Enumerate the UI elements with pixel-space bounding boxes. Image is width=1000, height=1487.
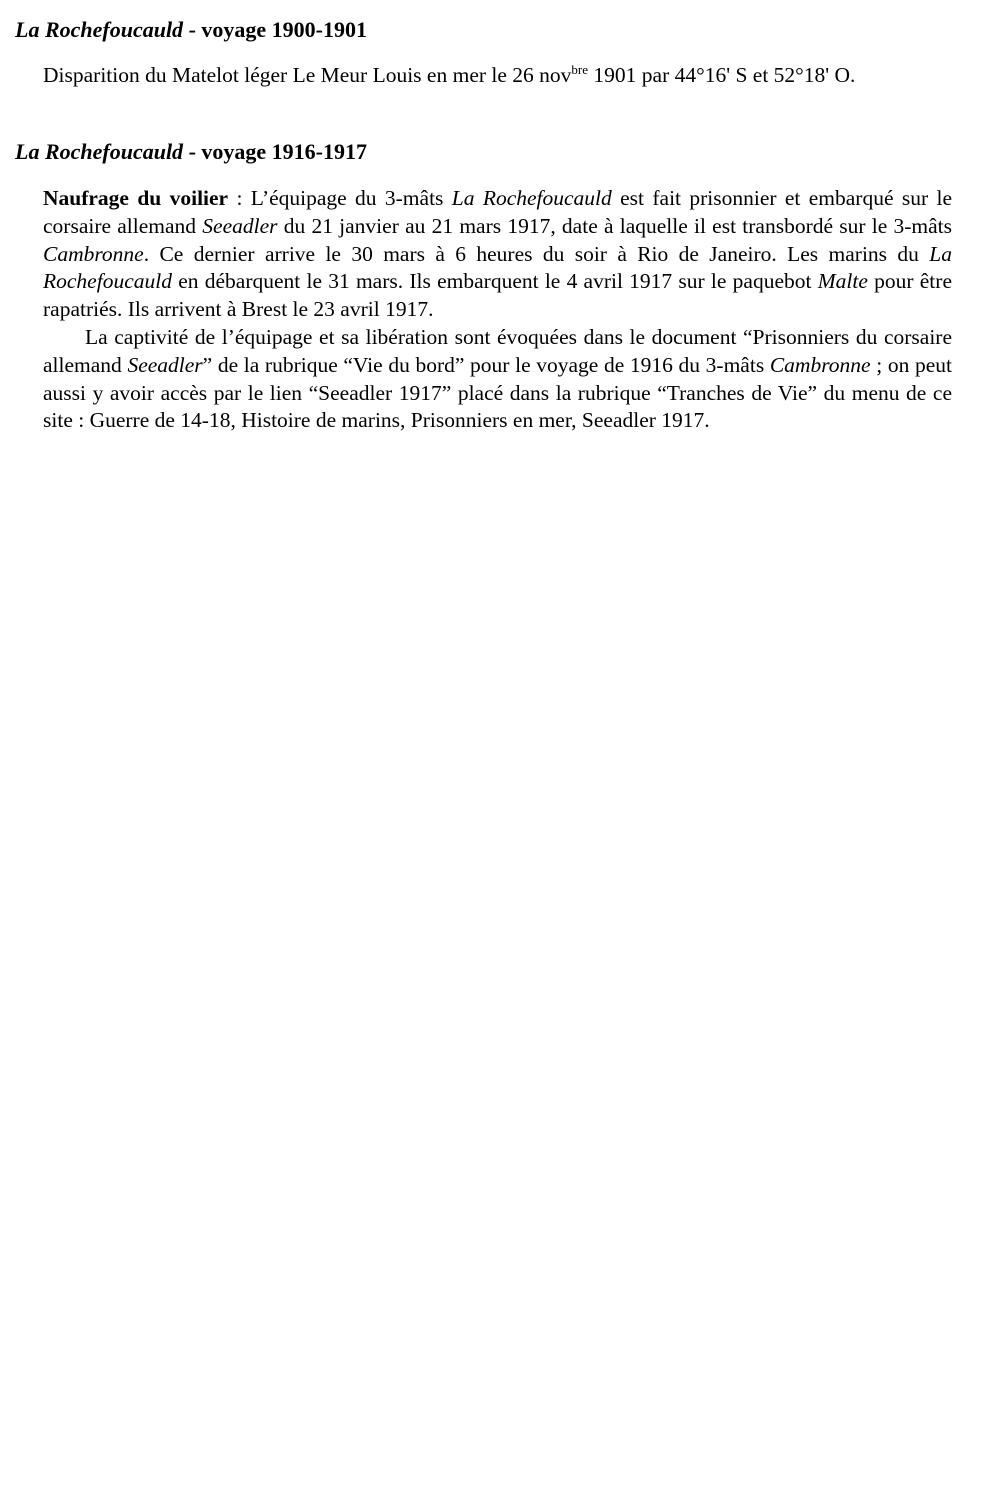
paragraph-text: pour être rapatriés. Ils arrivent à Brest le 23 avril 1917. xyxy=(43,269,952,322)
paragraph-text: . Ce dernier arrive le 30 mars à 6 heures du soir à Rio de Janeiro. Les marins du xyxy=(143,241,930,266)
paragraph-text: en débarquent le 31 mars. Ils embarquent le 4 avril 1917 sur le paquebot xyxy=(171,269,818,294)
ship-name: Cambronne xyxy=(43,241,144,266)
paragraph-text: est fait prisonnier et embarqué sur le corsaire allemand xyxy=(43,186,952,238)
paragraph-lead: Naufrage du voilier xyxy=(43,186,229,210)
shipwreck-account xyxy=(43,185,952,435)
ship-name: Seeadler xyxy=(202,213,278,238)
note-text-start: Disparition du Matelot léger Le Meur Louis en mer le 26 nov xyxy=(43,63,572,87)
paragraph-text: : L’équipage du 3-mâts xyxy=(228,186,452,210)
ship-name: La Rochefoucauld xyxy=(43,241,952,294)
section-heading-1916-1917 xyxy=(15,139,367,165)
disappearance-note xyxy=(43,62,963,88)
heading-ship-name: La Rochefoucauld xyxy=(15,17,184,42)
paragraph-shipwreck xyxy=(43,185,952,324)
ship-name: Cambronne xyxy=(769,352,871,377)
ship-name: Seeadler xyxy=(127,352,203,377)
section-heading-1900-1901 xyxy=(15,17,367,43)
note-text-end: 1901 par 44°16' S et 52°18' O. xyxy=(588,63,856,87)
paragraph-text: ; on peut aussi y avoir accès par le lien “Seeadler 1917” placé dans la rubrique “Tranches de Vie” du menu de ce site : Guerre de 14-18, Histoire de marins, Prisonniers en mer, Seeadler 1917. xyxy=(43,352,952,433)
heading-voyage-years: - voyage 1900-1901 xyxy=(183,17,367,42)
paragraph-captivity xyxy=(43,324,952,435)
heading-ship-name: La Rochefoucauld xyxy=(15,139,184,164)
paragraph-text: ” de la rubrique “Vie du bord” pour le voyage de 1916 du 3-mâts xyxy=(202,352,770,377)
heading-voyage-years: - voyage 1916-1917 xyxy=(183,139,367,164)
paragraph-text: du 21 janvier au 21 mars 1917, date à laquelle il est transbordé sur le 3-mâts xyxy=(277,213,952,238)
ship-name: La Rochefoucauld xyxy=(451,186,612,210)
ship-name: Malte xyxy=(817,269,868,294)
paragraph-text: La captivité de l’équipage et sa libération sont évoquées dans le document “Prisonniers du corsaire allemand xyxy=(43,324,952,377)
note-superscript: bre xyxy=(571,62,589,77)
